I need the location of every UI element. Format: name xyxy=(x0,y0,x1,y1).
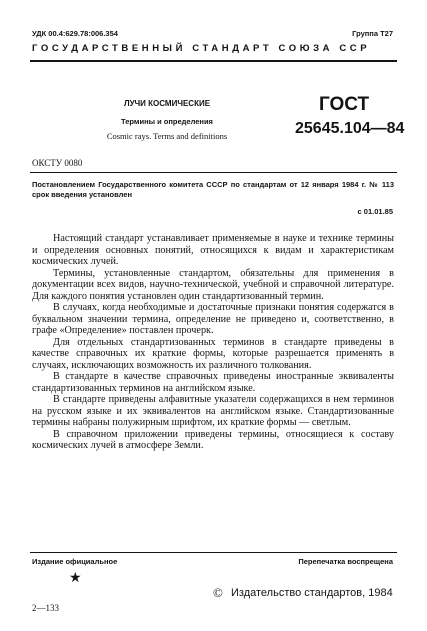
body-paragraph: В стандарте приведены алфавитные указатели содержащихся в нем терминов на русском языке и их эквивалентов на английском языке. Стандартизованные термины набраны полужирным шрифтом, их краткие формы — светлым. xyxy=(32,394,394,428)
effective-date: с 01.01.85 xyxy=(357,207,393,216)
body-paragraph: Термины, установленные стандартом, обязательны для применения в документации всех видов, научно-технической, учебной и справочной литературе. Для каждого понятия установлен один стандартизованный термин. xyxy=(32,267,394,302)
title-english: Cosmic rays. Terms and definitions xyxy=(106,131,228,141)
body-paragraph: В справочном приложении приведены термины, относящиеся к составу космических лучей в атмосфере Земли. xyxy=(32,428,394,451)
body-paragraph: Настоящий стандарт устанавливает применяемые в науке и технике термины и определения основных понятий, относящихся к видам и характеристикам космических лучей. xyxy=(32,233,394,267)
official-edition-label: Издание официальное xyxy=(32,557,118,566)
gost-number: 25645.104—84 xyxy=(295,120,405,137)
middle-divider xyxy=(30,172,397,173)
top-divider xyxy=(30,60,397,62)
okstu-code: ОКСТУ 0080 xyxy=(32,158,83,168)
body-text xyxy=(32,233,394,452)
group-code: Группа Т27 xyxy=(352,29,393,38)
copyright-icon: © xyxy=(213,585,223,600)
reprint-prohibited-label: Перепечатка воспрещена xyxy=(298,557,393,566)
subtitle-russian: Термины и определения xyxy=(121,117,213,126)
copyright-text: Издательство стандартов, 1984 xyxy=(231,587,393,599)
body-paragraph: Для отдельных стандартизованных терминов в стандарте приведены в качестве справочных их краткие формы, которые разрешается применять в случаях, исключающих возможность их различного толкования. xyxy=(32,336,394,371)
title-block xyxy=(62,99,272,141)
gost-label: ГОСТ xyxy=(319,94,370,115)
udk-code: УДК 00.4:629.78:006.354 xyxy=(32,29,118,38)
body-paragraph: В случаях, когда необходимые и достаточные признаки понятия содержатся в буквальном значении термина, определение не приведено и, соответственно, в графе «Определение» поставлен прочерк. xyxy=(32,302,394,336)
decree-text: Постановлением Государственного комитета СССР по стандартам от 12 января 1984 г. № 113 срок введения установлен xyxy=(32,180,394,199)
title-russian: ЛУЧИ КОСМИЧЕСКИЕ xyxy=(123,99,211,108)
page-code: 2—133 xyxy=(32,603,59,613)
body-paragraph: В стандарте в качестве справочных приведены иностранные эквиваленты стандартизованных терминов на английском языке. xyxy=(32,371,394,394)
standard-banner: ГОСУДАРСТВЕННЫЙ СТАНДАРТ СОЮЗА ССР xyxy=(32,43,371,54)
star-icon: ★ xyxy=(69,571,82,586)
bottom-divider xyxy=(30,552,397,553)
